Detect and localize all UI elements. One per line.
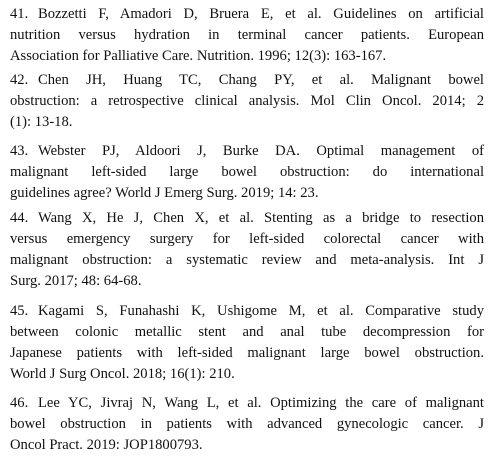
reference-number: 46. [10,395,29,411]
reference-line: malignant obstruction: a systematic review and meta-analysis. Int J [10,252,484,268]
reference-line: Surg. 2017; 48: 64-68. [10,273,142,289]
reference-line: malignant left-sided large bowel obstruction: do international [10,164,484,180]
reference-number: 42. [10,72,29,88]
reference-line: World J Surg Oncol. 2018; 16(1): 210. [10,366,235,382]
reference-line: Bozzetti F, Amadori D, Bruera E, et al. Guidelines on artificial [38,6,484,22]
reference-item [10,70,484,133]
reference-line: Lee YC, Jivraj N, Wang L, et al. Optimizing the care of malignant [38,395,484,411]
reference-line: Wang X, He J, Chen X, et al. Stenting as a bridge to resection [38,210,484,226]
reference-line: nutrition versus hydration in terminal cancer patients. European [10,27,484,43]
reference-line: between colonic metallic stent and anal tube decompression for [10,324,484,340]
reference-item [10,141,484,204]
reference-line: obstruction: a retrospective clinical analysis. Mol Clin Oncol. 2014; 2 [10,93,484,109]
reference-number: 44. [10,210,29,226]
reference-line: Oncol Pract. 2019: JOP1800793. [10,437,203,453]
reference-item [10,4,484,67]
reference-line: Japanese patients with left-sided malignant large bowel obstruction. [10,345,484,361]
reference-line: Webster PJ, Aldoori J, Burke DA. Optimal management of [38,143,484,159]
reference-line: bowel obstruction in patients with advanced gynecologic cancer. J [10,416,484,432]
reference-line: Chen JH, Huang TC, Chang PY, et al. Malignant bowel [38,72,484,88]
reference-line: Association for Palliative Care. Nutrition. 1996; 12(3): 163-167. [10,48,387,64]
reference-item [10,301,484,385]
reference-item [10,393,484,456]
reference-line: Kagami S, Funahashi K, Ushigome M, et al. Comparative study [38,303,484,319]
reference-number: 41. [10,6,29,22]
reference-item [10,208,484,292]
reference-number: 45. [10,303,29,319]
reference-line: guidelines agree? World J Emerg Surg. 2019; 14: 23. [10,185,319,201]
reference-number: 43. [10,143,29,159]
reference-line: (1): 13-18. [10,114,73,130]
reference-line: versus emergency surgery for left-sided colorectal cancer with [10,231,484,247]
